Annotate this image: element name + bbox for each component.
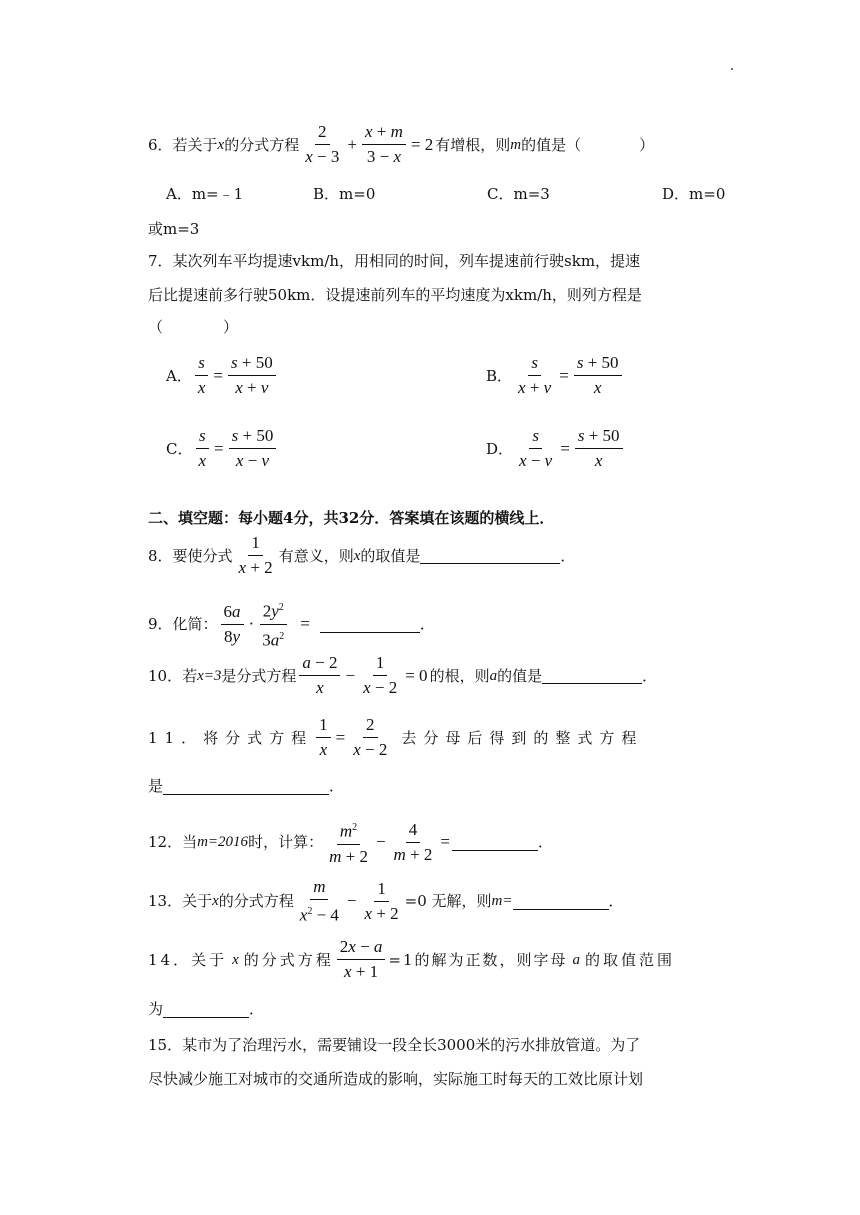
q6-option-a: A．m=﹣1 — [166, 185, 244, 203]
fraction: $\frac{2}{x - 3}$ — [305, 122, 340, 166]
question-10: 10．若 x=3 是分式方程 $\frac{a - 2}{x}$ − $\frac{1}{x - 2}$ = 0 的根，则 a 的值是 ． — [148, 653, 658, 697]
q7-line1: 7．某次列车平均提速vkm/h，用相同的时间，列车提速前行驶skm，提速 — [148, 252, 641, 270]
answer-blank[interactable] — [513, 893, 609, 910]
q15-line2: 尽快减少施工对城市的交通所造成的影响，实际施工时每天的工效比原计划 — [148, 1070, 644, 1088]
answer-blank[interactable] — [163, 778, 329, 795]
q15-line1: 15．某市为了治理污水，需要铺设一段全长3000米的污水排放管道。为了 — [148, 1036, 641, 1054]
question-11-cont: 是 ． — [148, 777, 345, 795]
answer-blank[interactable] — [452, 834, 538, 851]
q7-line2: 后比提速前多行驶50km．设提速前列车的平均速度为xkm/h，则列方程是 — [148, 286, 642, 304]
question-11: 11．将分式方程 $\frac{1}{x}$ = $\frac{2}{x - 2}$ 去分母后得到的整式方程 — [148, 715, 644, 759]
question-9: 9．化简： $\frac{6a}{8y}$ · $\frac{2y^2}{3a^2}$ = ． — [148, 598, 435, 650]
q6-option-c: C．m=3 — [487, 185, 550, 203]
q6-tail2: 的值是（ — [521, 135, 582, 154]
section-2-title: 二、填空题：每小题4分，共32分．答案填在该题的横线上． — [148, 509, 555, 527]
question-6: 6．若关于 x 的分式方程 $\frac{2}{x - 3}$ + $\frac{x + m}{3 - x}$ = 2 有增根，则 m 的值是（ ） — [148, 122, 655, 166]
fraction: $\frac{x + m}{3 - x}$ — [362, 122, 406, 167]
question-12: 12．当 m=2016 时，计算： $\frac{m^2}{m + 2}$ − $\frac{4}{m + 2}$ = ． — [148, 819, 554, 866]
q6-var-x: x — [217, 136, 225, 153]
answer-blank[interactable] — [320, 616, 420, 633]
page-dot — [731, 68, 733, 70]
q6-paren-close: ） — [639, 135, 655, 154]
q6-lead: 6．若关于 — [148, 135, 218, 154]
q6-option-b: B．m=0 — [313, 185, 376, 203]
q6-var-m: m — [510, 136, 522, 153]
question-13: 13．关于 x 的分式方程 $\frac{m}{x^2 - 4}$ − $\frac{1}{x + 2}$ =0 无解，则 m= ． — [148, 877, 624, 925]
q7-option-b: B． $\frac{s}{x + v}$ = $\frac{s + 50}{x}$ — [486, 353, 625, 398]
answer-blank[interactable] — [420, 547, 560, 564]
q7-option-d: D． $\frac{s}{x - v}$ = $\frac{s + 50}{x}$ — [486, 426, 626, 471]
q6-tail: 有增根，则 — [435, 135, 511, 154]
answer-blank[interactable] — [163, 1001, 249, 1018]
answer-blank[interactable] — [542, 667, 642, 684]
question-8: 8．要使分式 $\frac{1}{x + 2}$ 有意义，则 x 的取值是 ． — [148, 533, 576, 577]
q7-line3: （ ） — [148, 318, 239, 336]
question-14-cont: 为 ． — [148, 1000, 265, 1018]
q6-option-d-cont: 或m=3 — [148, 220, 200, 238]
q7-option-a: A． $\frac{s}{x}$ = $\frac{s + 50}{x + v}$ — [166, 353, 279, 398]
q7-option-c: C． $\frac{s}{x}$ = $\frac{s + 50}{x - v}$ — [166, 426, 279, 471]
q6-option-d: D．m=0 — [662, 185, 726, 203]
q6-mid: 的分式方程 — [224, 135, 300, 154]
question-14: 14．关于 x 的分式方程 $\frac{2x - a}{x + 1}$ =1的解为正数，则字母 a 的取值范围 — [148, 937, 676, 981]
